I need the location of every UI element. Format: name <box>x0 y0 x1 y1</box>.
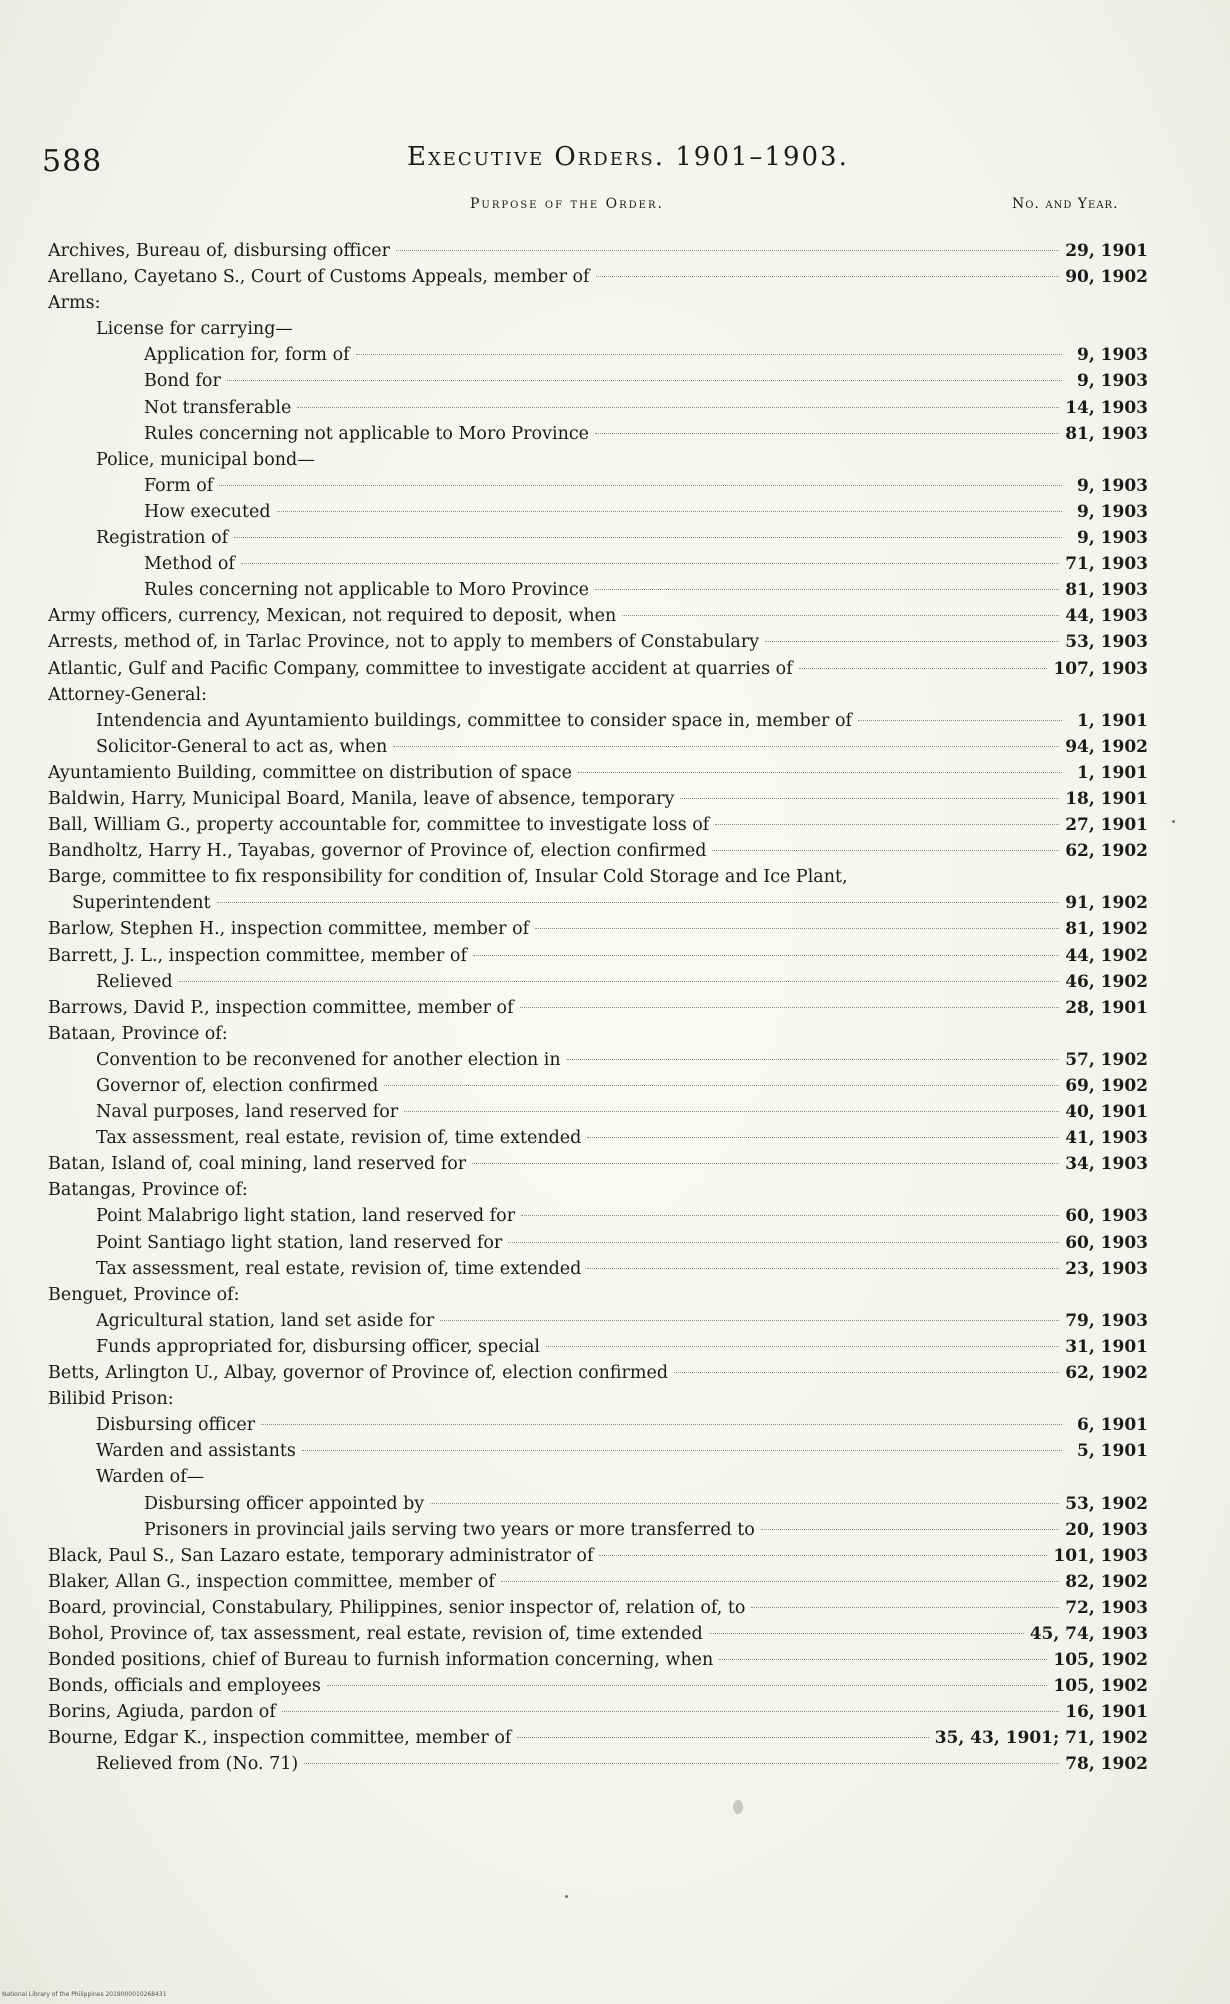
entry-reference: 45, 74, 1903 <box>1029 1623 1148 1644</box>
running-title: Executive Orders. 1901–1903. <box>407 142 849 172</box>
index-entry <box>48 1256 1148 1282</box>
entry-reference: 9, 1903 <box>1077 528 1148 549</box>
leader-dots <box>404 1111 1059 1112</box>
leader-dots <box>473 955 1059 956</box>
entry-reference: 20, 1903 <box>1065 1519 1148 1540</box>
entry-reference: 81, 1902 <box>1065 919 1148 940</box>
index-entry <box>48 395 1148 421</box>
scan-speck <box>565 1895 568 1898</box>
entry-reference: 107, 1903 <box>1053 658 1148 679</box>
entry-text: Point Malabrigo light station, land reserved for <box>96 1206 516 1227</box>
index-entry <box>48 1464 1148 1490</box>
entry-text: Bilibid Prison: <box>48 1389 174 1410</box>
leader-dots <box>799 668 1048 669</box>
entry-text: Arellano, Cayetano S., Court of Customs Appeals, member of <box>48 267 590 288</box>
index-entry <box>48 916 1148 942</box>
entry-text: Form of <box>144 475 214 496</box>
entry-reference: 6, 1901 <box>1077 1415 1148 1436</box>
entry-text: Tax assessment, real estate, revision of, time extended <box>96 1258 582 1279</box>
leader-dots <box>472 1163 1059 1164</box>
index-entry <box>48 1751 1148 1777</box>
leader-dots <box>680 798 1059 799</box>
entry-text: Bonded positions, chief of Bureau to furnish information concerning, when <box>48 1650 714 1671</box>
leader-dots <box>761 1529 1059 1530</box>
entry-reference: 1, 1901 <box>1077 710 1148 731</box>
entry-text: Registration of <box>96 528 229 549</box>
entry-text: Betts, Arlington U., Albay, governor of Province of, election confirmed <box>48 1363 669 1384</box>
index-entry <box>48 1699 1148 1725</box>
footer-credit: National Library of the Philippines 2019000010268431 <box>2 1991 167 1998</box>
leader-dots <box>709 1633 1024 1634</box>
entry-text: Arms: <box>48 293 101 314</box>
leader-dots <box>327 1685 1048 1686</box>
leader-dots <box>751 1607 1059 1608</box>
leader-dots <box>393 746 1059 747</box>
leader-dots <box>501 1581 1059 1582</box>
entry-text: Ball, William G., property accountable for, committee to investigate loss of <box>48 815 710 836</box>
entry-reference: 105, 1902 <box>1053 1676 1148 1697</box>
leader-dots <box>578 772 1062 773</box>
entry-text: Naval purposes, land reserved for <box>96 1102 399 1123</box>
index-entry <box>48 603 1148 629</box>
leader-dots <box>179 981 1060 982</box>
page-header <box>42 140 1152 180</box>
leader-dots <box>302 1450 1062 1451</box>
index-entry <box>48 786 1148 812</box>
leader-dots <box>217 902 1060 903</box>
column-heading-purpose: Purpose of the Order. <box>470 196 664 212</box>
index-entry <box>48 1099 1148 1125</box>
entry-reference: 53, 1903 <box>1065 632 1148 653</box>
entry-reference: 31, 1901 <box>1065 1336 1148 1357</box>
index-entry <box>48 577 1148 603</box>
entry-reference: 82, 1902 <box>1065 1571 1148 1592</box>
leader-dots <box>715 824 1059 825</box>
entry-text: Bourne, Edgar K., inspection committee, member of <box>48 1728 512 1749</box>
leader-dots <box>712 850 1059 851</box>
entry-text: Bonds, officials and employees <box>48 1676 321 1697</box>
entry-reference: 90, 1902 <box>1065 267 1148 288</box>
entry-text: Point Santiago light station, land reserved for <box>96 1232 503 1253</box>
leader-dots <box>440 1320 1059 1321</box>
index-entry <box>48 1073 1148 1099</box>
entry-reference: 35, 43, 1901; 71, 1902 <box>934 1728 1148 1749</box>
leader-dots <box>587 1268 1059 1269</box>
index-entry <box>48 1412 1148 1438</box>
index-entry <box>48 943 1148 969</box>
leader-dots <box>508 1242 1059 1243</box>
entry-reference: 69, 1902 <box>1065 1076 1148 1096</box>
index-entry <box>48 1151 1148 1177</box>
index-entry <box>48 1047 1148 1073</box>
entry-text: Army officers, currency, Mexican, not required to deposit, when <box>48 606 617 627</box>
leader-dots <box>674 1372 1059 1373</box>
index-entry <box>48 1125 1148 1151</box>
entry-reference: 81, 1903 <box>1065 423 1148 444</box>
index-entry <box>48 682 1148 708</box>
index-entry <box>48 525 1148 551</box>
entry-text: Rules concerning not applicable to Moro Province <box>144 423 590 444</box>
index-entry <box>48 708 1148 734</box>
leader-dots <box>384 1085 1059 1086</box>
entry-reference: 9, 1903 <box>1077 345 1148 366</box>
index-entry <box>48 734 1148 760</box>
leader-dots <box>622 615 1059 616</box>
entry-reference: 40, 1901 <box>1065 1102 1148 1123</box>
entry-reference: 44, 1902 <box>1065 945 1148 966</box>
index-entry <box>48 368 1148 394</box>
entry-text: Bohol, Province of, tax assessment, real estate, revision of, time extended <box>48 1623 703 1644</box>
entry-reference: 72, 1903 <box>1065 1597 1148 1618</box>
leader-dots <box>535 928 1059 929</box>
leader-dots <box>596 276 1060 277</box>
entry-text: Tax assessment, real estate, revision of, time extended <box>96 1128 582 1149</box>
entry-text: Agricultural station, land set aside for <box>96 1310 435 1331</box>
entry-text: Bataan, Province of: <box>48 1023 228 1044</box>
entry-text: Funds appropriated for, disbursing officer, special <box>96 1336 540 1357</box>
entry-text: Archives, Bureau of, disbursing officer <box>48 241 390 261</box>
entry-text: Atlantic, Gulf and Pacific Company, committee to investigate accident at quarries of <box>48 658 793 679</box>
entry-text: License for carrying— <box>96 319 293 340</box>
index-entry <box>48 342 1148 368</box>
entry-reference: 79, 1903 <box>1065 1310 1148 1331</box>
entry-text: Rules concerning not applicable to Moro Province <box>144 580 590 601</box>
index-entry <box>48 1360 1148 1386</box>
index-entry <box>48 290 1148 316</box>
index-entry <box>48 838 1148 864</box>
index-entry <box>48 1282 1148 1308</box>
index-entry <box>48 1021 1148 1047</box>
leader-dots <box>396 250 1059 251</box>
entry-reference: 62, 1902 <box>1065 1363 1148 1384</box>
page-number: 588 <box>42 144 103 179</box>
index-entry <box>48 1491 1148 1517</box>
entry-text: Solicitor-General to act as, when <box>96 736 388 757</box>
index-entry <box>48 1334 1148 1360</box>
leader-dots <box>521 1215 1059 1216</box>
scan-smudge <box>733 1800 743 1814</box>
entry-reference: 27, 1901 <box>1065 815 1148 836</box>
entry-text: Blaker, Allan G., inspection committee, member of <box>48 1571 495 1592</box>
entry-text: Warden of— <box>96 1467 205 1488</box>
entry-reference: 28, 1901 <box>1065 997 1148 1018</box>
entry-reference: 105, 1902 <box>1053 1650 1148 1671</box>
entry-text: Disbursing officer appointed by <box>144 1493 425 1514</box>
entry-reference: 62, 1902 <box>1065 841 1148 862</box>
entry-reference: 18, 1901 <box>1065 788 1148 809</box>
leader-dots <box>520 1007 1060 1008</box>
column-heading-year: No. and Year. <box>1012 196 1119 212</box>
index-entry <box>48 316 1148 342</box>
leader-dots <box>277 511 1062 512</box>
entry-text: Benguet, Province of: <box>48 1284 240 1305</box>
leader-dots <box>234 537 1062 538</box>
index-entry <box>48 1621 1148 1647</box>
index-entry <box>48 264 1148 290</box>
entry-text: Borins, Agiuda, pardon of <box>48 1702 276 1723</box>
index-entry <box>48 1230 1148 1256</box>
leader-dots <box>858 720 1062 721</box>
leader-dots <box>517 1737 928 1738</box>
entry-reference: 78, 1902 <box>1065 1754 1148 1775</box>
entry-text: Disbursing officer <box>96 1415 256 1436</box>
entry-text: Batangas, Province of: <box>48 1180 248 1201</box>
index-entry <box>48 473 1148 499</box>
leader-dots <box>227 380 1062 381</box>
leader-dots <box>241 563 1059 564</box>
entry-text: Prisoners in provincial jails serving two years or more transferred to <box>144 1519 755 1540</box>
leader-dots <box>546 1346 1059 1347</box>
entry-reference: 91, 1902 <box>1065 893 1148 914</box>
index-entry <box>48 1647 1148 1673</box>
index-entry <box>48 812 1148 838</box>
entry-text: Bond for <box>144 371 221 392</box>
index-entry <box>48 421 1148 447</box>
index-entry <box>48 447 1148 473</box>
leader-dots <box>282 1711 1059 1712</box>
index-entry <box>48 1386 1148 1412</box>
index-entry <box>48 1438 1148 1464</box>
index-entry <box>48 551 1148 577</box>
entry-reference: 60, 1903 <box>1065 1206 1148 1227</box>
entry-text: Black, Paul S., San Lazaro estate, temporary administrator of <box>48 1545 594 1566</box>
entry-text: Governor of, election confirmed <box>96 1076 379 1096</box>
entry-text: Intendencia and Ayuntamiento buildings, committee to consider space in, member of <box>96 710 852 731</box>
scan-speck <box>1172 820 1175 823</box>
entry-reference: 46, 1902 <box>1065 971 1148 992</box>
index-entry <box>48 1673 1148 1699</box>
leader-dots <box>304 1763 1059 1764</box>
entry-text: How executed <box>144 501 271 522</box>
entry-reference: 60, 1903 <box>1065 1232 1148 1253</box>
index-entry <box>48 499 1148 525</box>
entry-text: Board, provincial, Constabulary, Philippines, senior inspector of, relation of, to <box>48 1597 746 1618</box>
index-entry <box>48 1517 1148 1543</box>
entry-text: Barrett, J. L., inspection committee, member of <box>48 945 467 966</box>
index-entry <box>48 760 1148 786</box>
index-entries <box>48 238 1148 1778</box>
index-entry <box>48 969 1148 995</box>
entry-reference: 16, 1901 <box>1065 1702 1148 1723</box>
entry-text: Warden and assistants <box>96 1441 296 1462</box>
index-entry <box>48 1177 1148 1203</box>
entry-text: Convention to be reconvened for another election in <box>96 1049 561 1070</box>
entry-text: Not transferable <box>144 397 292 418</box>
leader-dots <box>587 1137 1059 1138</box>
entry-text: Superintendent <box>72 893 211 914</box>
index-entry <box>48 890 1148 916</box>
leader-dots <box>261 1424 1062 1425</box>
entry-reference: 29, 1901 <box>1065 241 1148 261</box>
entry-reference: 81, 1903 <box>1065 580 1148 601</box>
entry-reference: 53, 1902 <box>1065 1493 1148 1514</box>
entry-text: Barlow, Stephen H., inspection committee, member of <box>48 919 530 940</box>
leader-dots <box>595 589 1059 590</box>
index-entry <box>48 238 1148 264</box>
entry-reference: 34, 1903 <box>1065 1154 1148 1175</box>
index-entry <box>48 1203 1148 1229</box>
leader-dots <box>599 1555 1047 1556</box>
index-entry <box>48 629 1148 655</box>
leader-dots <box>719 1659 1047 1660</box>
index-entry <box>48 995 1148 1021</box>
index-entry <box>48 656 1148 682</box>
entry-text: Barrows, David P., inspection committee, member of <box>48 997 514 1018</box>
entry-text: Ayuntamiento Building, committee on distribution of space <box>48 762 572 783</box>
index-entry <box>48 1569 1148 1595</box>
index-entry <box>48 1595 1148 1621</box>
leader-dots <box>297 407 1059 408</box>
entry-reference: 9, 1903 <box>1077 475 1148 496</box>
entry-reference: 94, 1902 <box>1065 736 1148 757</box>
leader-dots <box>765 641 1059 642</box>
entry-text: Application for, form of <box>144 345 350 366</box>
leader-dots <box>219 485 1062 486</box>
entry-text: Relieved <box>96 971 173 992</box>
entry-reference: 101, 1903 <box>1053 1545 1148 1566</box>
index-entry <box>48 1308 1148 1334</box>
entry-text: Arrests, method of, in Tarlac Province, not to apply to members of Constabulary <box>48 632 760 653</box>
entry-reference: 9, 1903 <box>1077 371 1148 392</box>
entry-reference: 23, 1903 <box>1065 1258 1148 1279</box>
entry-reference: 41, 1903 <box>1065 1128 1148 1149</box>
index-entry <box>48 864 1148 890</box>
entry-text: Police, municipal bond— <box>96 449 315 470</box>
leader-dots <box>430 1503 1059 1504</box>
index-entry <box>48 1725 1148 1751</box>
entry-text: Batan, Island of, coal mining, land reserved for <box>48 1154 467 1175</box>
entry-reference: 71, 1903 <box>1065 554 1148 575</box>
entry-reference: 57, 1902 <box>1065 1049 1148 1070</box>
entry-text: Barge, committee to fix responsibility for condition of, Insular Cold Storage and Ice Plant, <box>48 867 848 888</box>
entry-reference: 14, 1903 <box>1065 397 1148 418</box>
entry-reference: 9, 1903 <box>1077 501 1148 522</box>
leader-dots <box>567 1059 1060 1060</box>
entry-text: Bandholtz, Harry H., Tayabas, governor of Province of, election confirmed <box>48 841 707 862</box>
entry-reference: 44, 1903 <box>1065 606 1148 627</box>
entry-reference: 5, 1901 <box>1077 1441 1148 1462</box>
entry-text: Method of <box>144 554 235 575</box>
leader-dots <box>595 433 1059 434</box>
leader-dots <box>356 354 1062 355</box>
entry-text: Relieved from (No. 71) <box>96 1754 299 1775</box>
entry-text: Baldwin, Harry, Municipal Board, Manila, leave of absence, temporary <box>48 788 675 809</box>
entry-reference: 1, 1901 <box>1077 762 1148 783</box>
entry-text: Attorney-General: <box>48 684 207 705</box>
index-entry <box>48 1543 1148 1569</box>
